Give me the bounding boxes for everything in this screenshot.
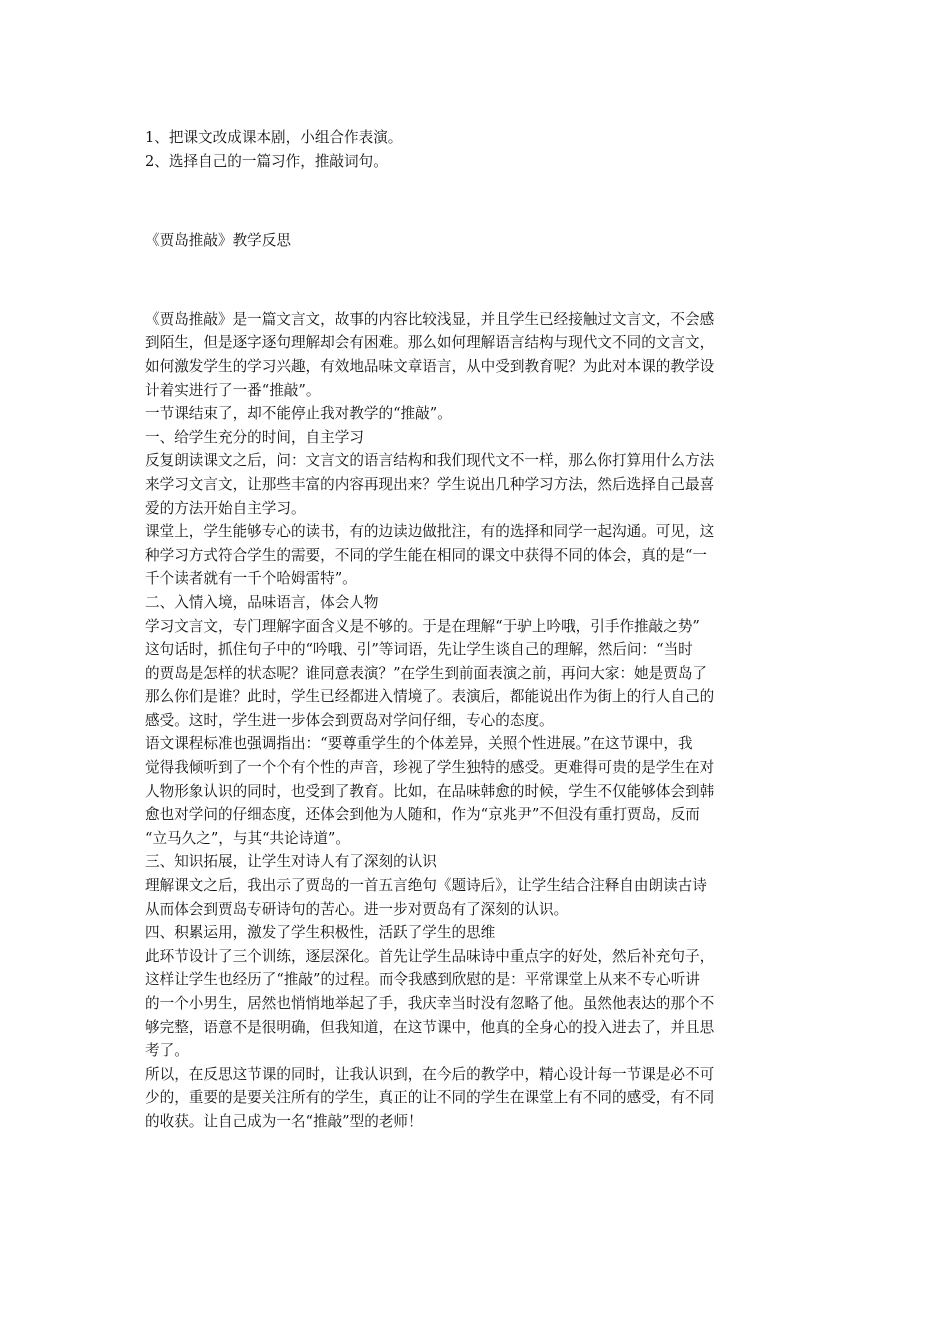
paragraph-line: 所以，在反思这节课的同时，让我认识到，在今后的教学中，精心设计每一节课是必不可: [145, 1065, 715, 1083]
paragraph-line: 《贾岛推敲》是一篇文言文，故事的内容比较浅显，并且学生已经接触过文言文，不会感: [145, 310, 715, 328]
paragraph-line: 一、给学生充分的时间，自主学习: [145, 428, 364, 446]
paragraph: [145, 402, 813, 426]
paragraph-line: 学习文言文，专门理解字面含义是不够的。于是在理解“于驴上吟哦，引手作推敲之势”: [145, 617, 700, 635]
paragraph-line: 从而体会到贾岛专研诗句的苦心。进一步对贾岛有了深刻的认识。: [145, 900, 569, 918]
paragraph-line: 此环节设计了三个训练，逐层深化。首先让学生品味诗中重点字的好处，然后补充句子，: [145, 947, 715, 965]
paragraph-line: 种学习方式符合学生的需要，不同的学生能在相同的课文中获得不同的体会，真的是“一: [145, 546, 708, 564]
paragraph-line: 那么你们是谁？此时，学生已经都进入情境了。表演后，都能说出作为街上的行人自己的: [145, 688, 715, 706]
paragraph-line: 千个读者就有一千个哈姆雷特”。: [145, 570, 357, 588]
paragraph: [145, 426, 813, 450]
spacer: [145, 173, 813, 229]
paragraph: [145, 874, 813, 921]
paragraph-line: 到陌生，但是逐字逐句理解却会有困难。那么如何理解语言结构与现代文不同的文言文，: [145, 334, 715, 352]
paragraph: [145, 945, 813, 1063]
paragraph: [145, 615, 813, 733]
paragraph-line: 二、入情入境，品味语言，体会人物: [145, 593, 379, 611]
paragraph-line: 来学习文言文，让那些丰富的内容再现出来？学生说出几种学习方法，然后选择自己最喜: [145, 475, 715, 493]
paragraph-line: 愈也对学问的仔细态度，还体会到他为人随和，作为“京兆尹”不但没有重打贾岛，反而: [145, 806, 700, 824]
paragraph: [145, 308, 813, 402]
list-item-2: 2、选择自己的一篇习作，推敲词句。: [145, 152, 388, 170]
paragraph-line: 这句话时，抓住句子中的“吟哦、引”等词语，先让学生谈自己的理解，然后问：“当时: [145, 641, 693, 659]
paragraph-line: 计着实进行了一番“推敲”。: [145, 381, 321, 399]
paragraph-line: 够完整，语意不是很明确，但我知道，在这节课中，他真的全身心的投入进去了，并且思: [145, 1018, 715, 1036]
paragraph: [145, 732, 813, 850]
paragraph-line: 爱的方法开始自主学习。: [145, 499, 306, 517]
paragraph-line: 一节课结束了，却不能停止我对教学的“推敲”。: [145, 405, 452, 423]
paragraph-line: 的一个小男生，居然也悄悄地举起了手，我庆幸当时没有忽略了他。虽然他表达的那个不: [145, 995, 715, 1012]
paragraph-line: “立马久之”，与其“共论诗道”。: [145, 829, 350, 847]
paragraph-line: 考了。: [145, 1042, 189, 1060]
paragraph-line: 的贾岛是怎样的状态呢？谁同意表演？”在学生到前面表演之前，再问大家：她是贾岛了: [145, 664, 708, 682]
document-body: [145, 308, 813, 1134]
paragraph-line: 理解课文之后，我出示了贾岛的一首五言绝句《题诗后》，让学生结合注释自由朗读古诗: [145, 877, 707, 895]
document-title: 《贾岛推敲》教学反思: [145, 232, 291, 250]
paragraph: [145, 921, 813, 945]
paragraph-line: 觉得我倾听到了一个个有个性的声音，珍视了学生独特的感受。更难得可贵的是学生在对: [145, 759, 715, 777]
paragraph-line: 这样让学生也经历了“推敲”的过程。而令我感到欣慰的是：平常课堂上从来不专心听讲: [145, 971, 700, 989]
paragraph: [145, 449, 813, 520]
spacer: [145, 253, 813, 308]
paragraph-line: 人物形象认识的同时，也受到了教育。比如，在品味韩愈的时候，学生不仅能够体会到韩: [145, 782, 715, 800]
paragraph-line: 少的，重要的是要关注所有的学生，真正的让不同的学生在课堂上有不同的感受，有不同: [145, 1089, 715, 1107]
document-page: [145, 126, 813, 1134]
paragraph-line: 三、知识拓展，让学生对诗人有了深刻的认识: [145, 853, 437, 871]
paragraph: [145, 1063, 813, 1134]
paragraph-line: 四、积累运用，激发了学生积极性，活跃了学生的思维: [145, 924, 496, 942]
paragraph-line: 课堂上，学生能够专心的读书，有的边读边做批注，有的选择和同学一起沟通。可见，这: [145, 523, 715, 541]
paragraph-line: 语文课程标准也强调指出：“要尊重学生的个体差异，关照个性进展。”在这节课中，我: [145, 735, 693, 753]
paragraph: [145, 850, 813, 874]
paragraph-line: 感受。这时，学生进一步体会到贾岛对学问仔细，专心的态度。: [145, 711, 554, 729]
list-item-1: 1、把课文改成课本剧，小组合作表演。: [145, 129, 403, 146]
paragraph-line: 反复朗读课文之后，问：文言文的语言结构和我们现代文不一样，那么你打算用什么方法: [145, 452, 715, 470]
paragraph: [145, 591, 813, 615]
paragraph-line: 的收获。让自己成为一名“推敲”型的老师！: [145, 1112, 423, 1130]
paragraph-line: 如何激发学生的学习兴趣，有效地品味文章语言，从中受到教育呢？为此对本课的教学设: [145, 357, 715, 375]
paragraph: [145, 520, 813, 591]
